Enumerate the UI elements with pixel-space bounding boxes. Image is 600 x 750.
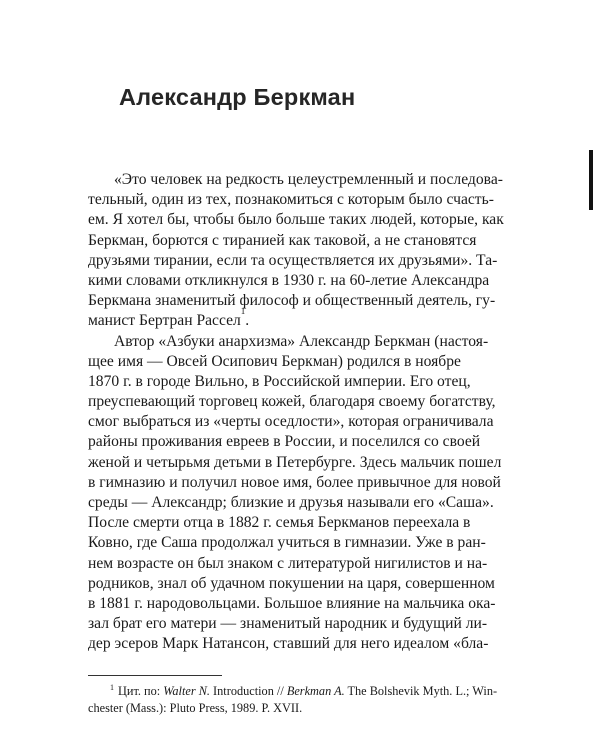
page-edge-mark [589,150,593,210]
text-line: преуспевающий торговец кожей, благодаря своему богатству, [88,393,496,411]
paragraph-2 [88,332,528,655]
text-line: в 1881 г. народовольцами. Большое влияние на мальчика ока- [88,594,496,612]
footnote-author-1: Walter N. [163,684,210,698]
text-line: дер эсеров Марк Натансон, ставший для него идеалом «бла- [88,635,489,653]
footnote-line: chester (Mass.): Pluto Press, 1989. P. XVII. [88,701,303,715]
paragraph-1 [88,170,528,332]
text-line: среды — Александр; близкие и друзья называли его «Саша». [88,494,494,511]
text-line: смог выбраться из «черты оседлости», которая ограничивала [88,413,494,431]
footnote-line-content [110,683,497,700]
text-line: Автор «Азбуки анархизма» Александр Беркман (настоя- [114,332,489,350]
footnote-rest: The Bolshevik Myth. L.; Win- [344,684,498,698]
text-line: Беркмана знаменитый философ и общественный деятель, гу- [88,292,496,310]
body-text [88,170,528,655]
text-line-content: манист Бертран Рассел [88,312,241,330]
text-line: Беркман, борются с тиранией как таковой, а не становятся [88,231,477,249]
footnote-prefix: Цит. по: [118,684,164,698]
footnote-number: 1 [110,682,114,692]
text-line: нем возрасте он был знаком с литературой нигилистов и на- [88,554,488,572]
footnote-divider [88,675,222,676]
text-line: После смерти отца в 1882 г. семья Беркманов переехала в [88,514,471,532]
sentence-end: . [245,312,250,330]
footnote-author-2: Berkman A. [286,684,345,698]
text-line: родников, знал об удачном покушении на царя, совершенном [88,574,495,592]
text-line: 1870 г. в городе Вильно, в Российской империи. Его отец, [88,372,471,390]
text-line: друзьями тирании, если та осуществляется их друзьями». Та- [88,251,498,269]
footnote-line [88,683,528,700]
text-line: Ковно, где Саша продолжал учиться в гимназии. Уже в ран- [88,534,486,552]
chapter-title: Александр Беркман [119,84,356,110]
footnote [88,683,528,717]
text-line: кими словами откликнулся в 1930 г. на 60-летие Александра [88,271,490,289]
text-line: в гимназию и получил новое имя, более привычное для новой [88,473,501,491]
text-line: «Это человек на редкость целеустремленный и последова- [114,171,503,188]
text-line: женой и четырьмя детьми в Петербурге. Здесь мальчик пошел [88,453,502,471]
text-line [88,306,528,331]
footnote-middle: Introduction // [209,684,287,698]
text-line: щее имя — Овсей Осипович Беркман) родился в ноябре [88,352,461,370]
text-line: районы проживания евреев в России, и поселился со своей [88,433,481,451]
text-line: зал брат его матери — знаменитый народник и будущий ли- [88,615,488,633]
text-line: тельный, один из тех, познакомиться с которым было счасть- [88,191,494,209]
footnote-reference[interactable]: 1 [240,306,246,317]
text-line: ем. Я хотел бы, чтобы было больше таких людей, которые, как [88,211,504,229]
